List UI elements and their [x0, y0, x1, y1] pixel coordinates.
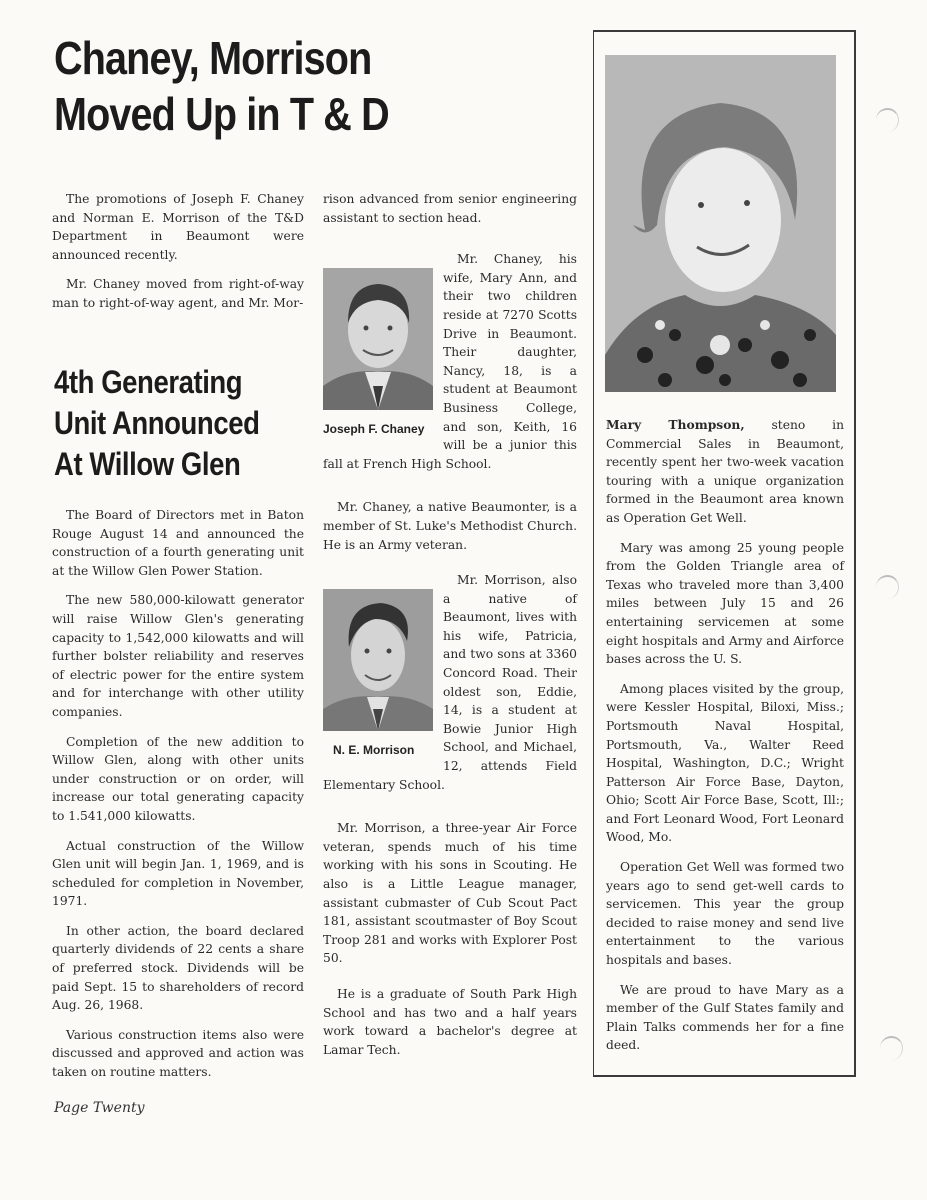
headline-generating-unit: [54, 362, 312, 485]
headline-chaney-morrison: [54, 30, 587, 142]
chaney-photo: [323, 268, 433, 410]
article2-paragraph: In other action, the board declared quarterly dividends of 22 cents a share of preferred stock. Dividends will be paid Sept. 15 to shareholders of record Aug. 26, 1968.: [52, 923, 304, 1013]
portrait-man-icon: [323, 268, 433, 410]
article3-lead-name: Mary Thompson,: [606, 417, 745, 432]
article1-paragraph: The promotions of Joseph F. Chaney and Norman E. Morrison of the T&D Department in Beaumont were announced recently.: [52, 192, 304, 262]
portrait-woman-icon: [605, 55, 836, 392]
chaney-photo-block: [323, 268, 435, 439]
page-number: Page Twenty: [54, 1100, 145, 1116]
article3-paragraph: Mary was among 25 young people from the Golden Triangle area of Texas who traveled more than 3,400 miles between July 15 and 26 entertaining servicemen at some eight hospitals and Army and Airforce bases across the U. S.: [606, 540, 844, 667]
article2-paragraph: The Board of Directors met in Baton Rouge August 14 and announced the construction of a fourth generating unit at the Willow Glen Power Station.: [52, 508, 304, 578]
article1-paragraph: Mr. Chaney moved from right-of-way man to right-of-way agent, and Mr. Mor-: [52, 277, 304, 310]
article1-col2: [323, 190, 577, 1070]
article1-paragraph: Mr. Chaney, his wife, Mary Ann, and their two children reside at 7270 Scotts Drive in Beaumont. Their daughter, Nancy, 18, is a student at Beaumont Business College, and son, Keith, 16 will be a junior this fall at French High School.: [323, 252, 577, 471]
morrison-caption: N. E. Morrison: [333, 743, 415, 758]
article2-paragraph: The new 580,000-kilowatt generator will raise Willow Glen's generating capacity to 1,542,000 kilowatts and will further bolster reliability and reserves of electric power for the entire system and for interchange with other utility companies.: [52, 593, 304, 719]
mary-thompson-photo: [605, 55, 836, 392]
article3-body: [606, 416, 844, 1066]
article1-paragraph: He is a graduate of South Park High School and has two and a half years work toward a bachelor's degree at Lamar Tech.: [323, 986, 577, 1057]
headline2-line-1: 4th Generating: [54, 364, 243, 400]
punch-hole-icon: [880, 1036, 903, 1060]
article2-body: [52, 506, 304, 1093]
article3-lead-paragraph: [606, 416, 844, 528]
article3-paragraph: We are proud to have Mary as a member of the Gulf States family and Plain Talks commends her for a fine deed.: [606, 982, 844, 1053]
article1-paragraph: rison advanced from senior engineering assistant to section head.: [323, 192, 577, 225]
article1-paragraph: Mr. Chaney, a native Beaumonter, is a member of St. Luke's Methodist Church. He is an Army veteran.: [323, 500, 577, 552]
article2-paragraph: Actual construction of the Willow Glen unit will begin Jan. 1, 1969, and is scheduled for completion in November, 1971.: [52, 838, 304, 909]
article3-paragraph: Among places visited by the group, were Kessler Hospital, Biloxi, Miss.; Portsmouth Naval Hospital, Portsmouth, Va., Walter Reed Hospital, Washington, D.C.; Wright Patterson Air Force Base, Dayton, Ohio; Scott Air Force Base, Scott, Ill:; and Fort Leonard Wood, Fort Leonard Wood, Mo.: [606, 681, 844, 845]
chaney-caption: Joseph F. Chaney: [323, 422, 425, 437]
headline-line-2: Moved Up in T & D: [54, 88, 389, 140]
headline-line-1: Chaney, Morrison: [54, 32, 372, 84]
article1-col1: [52, 190, 304, 324]
article2-paragraph: Completion of the new addition to Willow Glen, along with other units under construction or on order, will increase our total generating capacity to 1.541,000 kilowatts.: [52, 734, 304, 823]
article3-lead-text: steno in Commercial Sales in Beaumont, recently spent her two-week vacation touring with a unique organization formed in the Beaumont area known as Operation Get Well.: [606, 418, 845, 525]
headline2-line-2: Unit Announced: [54, 405, 260, 441]
portrait-man-icon: [323, 589, 433, 731]
punch-hole-icon: [876, 108, 899, 132]
article1-paragraph: Mr. Morrison, a three-year Air Force veteran, spends much of his time working with his sons in Scouting. He also is a Little League manager, assistant cubmaster of Cub Scout Pact 181, assistant scoutmaster of Boy Scout Troop 281 and works with Explorer Post 50.: [323, 821, 577, 966]
punch-hole-icon: [876, 575, 899, 599]
morrison-photo: [323, 589, 433, 731]
headline2-line-3: At Willow Glen: [54, 446, 241, 482]
morrison-photo-block: [323, 589, 435, 760]
article1-paragraph: Mr. Morrison, also a native of Beaumont, lives with his wife, Patricia, and two sons at 3360 Concord Road. Their oldest son, Eddie, 14, is a student at Bowie Junior High School, and Michael, 12, attends Field Elementary School.: [323, 573, 577, 792]
article2-paragraph: Various construction items also were discussed and approved and action was taken on routine matters.: [52, 1027, 304, 1080]
article3-paragraph: Operation Get Well was formed two years ago to send get-well cards to servicemen. This year the group decided to raise money and send live entertainment to the various hospitals and bases.: [606, 860, 844, 968]
